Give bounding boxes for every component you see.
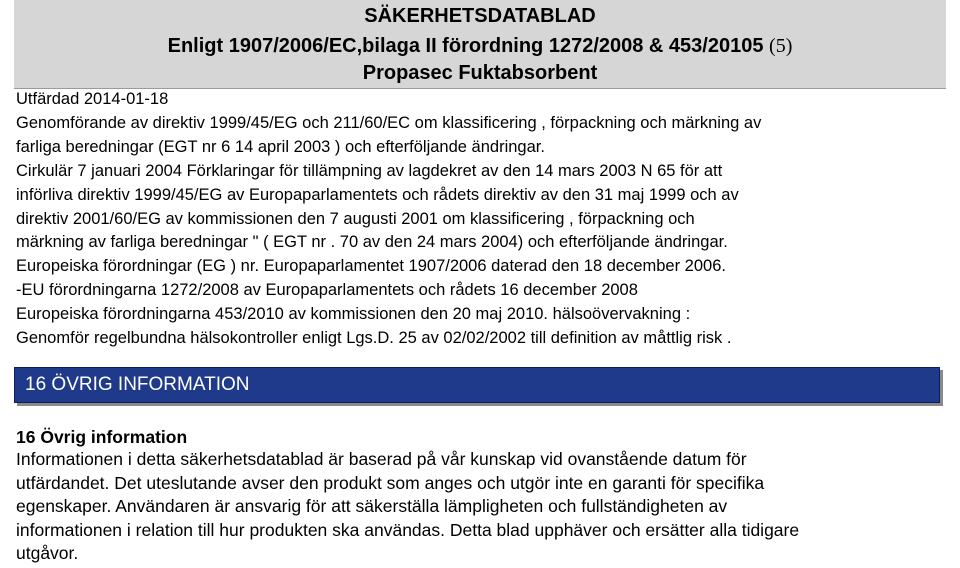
regulatory-text xyxy=(16,88,956,351)
regulation-line xyxy=(14,34,946,58)
document-title: SÄKERHETSDATABLAD xyxy=(364,5,596,27)
product-name: Propasec Fuktabsorbent xyxy=(362,62,598,84)
section-subheading: 16 Övrig information xyxy=(16,427,188,447)
text-line: Genomförande av direktiv 1999/45/EG och 211/60/EC om klassificering , förpackning och märkning av xyxy=(16,113,762,132)
text-line: Genomför regelbundna hälsokontroller enligt Lgs.D. 25 av 02/02/2002 till definition av måttlig risk . xyxy=(16,329,732,348)
section-heading-bar xyxy=(14,367,940,403)
text-line: införliva direktiv 1999/45/EG av Europaparlamentets och rådets direktiv av den 31 maj 1999 och av xyxy=(16,185,739,204)
text-line: Europeiska förordningarna 453/2010 av kommissionen den 20 maj 2010. hälsoövervakning : xyxy=(16,305,691,324)
text-line: egenskaper. Användaren är ansvarig för att säkerställa lämpligheten och fullständigheten av xyxy=(16,496,728,517)
other-information-text xyxy=(16,448,946,566)
issue-date: Utfärdad 2014-01-18 xyxy=(16,90,169,108)
text-line: Cirkulär 7 januari 2004 Förklaringar för tillämpning av lagdekret av den 14 mars 2003 N 65 för att xyxy=(16,161,723,180)
text-line: direktiv 2001/60/EG av kommissionen den 7 augusti 2001 om klassificering , förpackning och xyxy=(16,209,695,228)
regulation-text: Enligt 1907/2006/EC,bilaga II förordning 1272/2008 & 453/20105 xyxy=(167,35,764,57)
section-heading: 16 ÖVRIG INFORMATION xyxy=(25,374,250,395)
text-line: utfärdandet. Det uteslutande avser den produkt som anges och utgör inte en garanti för specifika xyxy=(16,472,765,493)
text-line: märkning av farliga beredningar " ( EGT nr . 70 av den 24 mars 2004) och efterföljande ändringar. xyxy=(16,233,728,252)
text-line: Informationen i detta säkerhetsdatablad är baserad på vår kunskap vid ovanstående datum för xyxy=(16,449,747,469)
text-line: farliga beredningar (EGT nr 6 14 april 2003 ) och efterföljande ändringar. xyxy=(16,137,545,156)
document-header xyxy=(14,0,946,89)
text-line: Europeiska förordningar (EG ) nr. Europaparlamentet 1907/2006 daterad den 18 december 2006. xyxy=(16,257,726,276)
text-line: utgåvor. xyxy=(16,543,79,564)
text-line: -EU förordningarna 1272/2008 av Europaparlamentets och rådets 16 december 2008 xyxy=(16,281,638,300)
page-number: (5) xyxy=(769,35,793,57)
text-line: informationen i relation till hur produkten ska användas. Detta blad upphäver och ersätter alla tidigare xyxy=(16,519,800,540)
